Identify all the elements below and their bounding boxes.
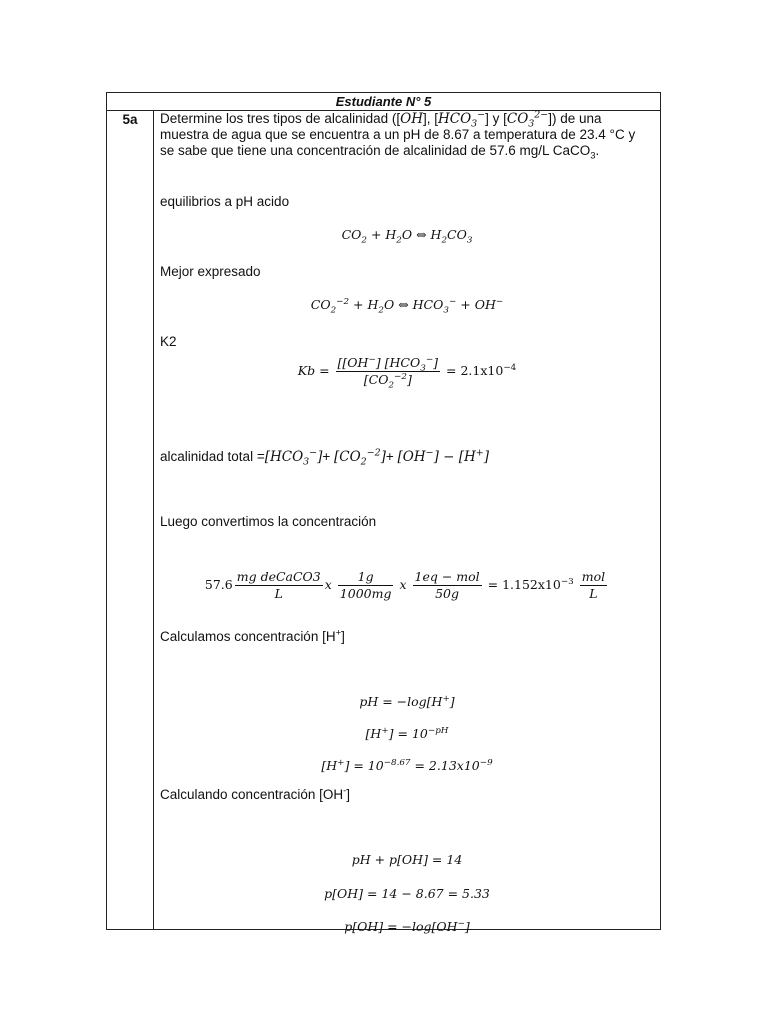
carbonate-equation: $CO_2^{-2} + H_2O$ ⇔ $HCO_3^- + OH^-$: [310, 296, 504, 316]
ph-poh-sum: pH + p[OH] = 14: [351, 852, 463, 867]
h-from-ph: $[H^+] = 10^{-pH}$: [365, 725, 449, 741]
acid-equilibrium-equation: $CO_2 + H_2O$ ⇔ $H_2CO_3$: [341, 227, 473, 246]
better-expressed-label: Mejor expresado: [160, 264, 261, 279]
h-value: $[H^+] = 10^{-8.67} = 2.13x10^{-9}$: [321, 757, 493, 773]
calc-h-label: Calculamos concentración [H+]: [160, 627, 345, 644]
calc-oh-label: Calculando concentración [OH-]: [160, 785, 351, 802]
acid-equilibria-label: equilibrios a pH acido: [160, 194, 290, 209]
kb-equation: Kb = $\frac{[[OH^-] [HCO_3^-]}{[CO_2^{-2}]}$ = $2.1x10^{-4}$: [297, 354, 517, 391]
problem-statement: Determine los tres tipos de alcalinidad ([OH], $[HCO_3^-]$ y $[CO_3^{2-}]$) de una muestra de agua que se encuentra a un pH de 8.67 a temperatura de 23.4 °C y se sabe que tiene una concentración de alcalinidad de 57.6 mg/L CaCO$_3$.: [160, 109, 636, 162]
conversion-equation: 57.6 $\frac{\text{mg deCaCO3}}{L}$ x $\frac{1g}{1000mg}$ x $\frac{\text{1eq − mol}}{50g}$ = $1.152x10^{-3}$ $\frac{\text{mol}}{L}$: [204, 569, 606, 601]
exercise-content: [160, 109, 654, 934]
poh-definition: p[OH] = −log[OH−]: [344, 918, 470, 934]
k2-label: K2: [160, 334, 177, 349]
convert-label: Luego convertimos la concentración: [160, 514, 377, 529]
exercise-number: 5a: [122, 112, 138, 127]
table-header: [107, 93, 660, 111]
exercise-table: [106, 92, 661, 934]
ph-definition: pH = −log[H+]: [359, 693, 455, 709]
total-alkalinity-equation: alcalinidad total $=[HCO_3^-]+ [CO_2^{-2}]+ [OH^-] - [H^+]$: [160, 447, 489, 468]
student-title: Estudiante N° 5: [335, 94, 432, 109]
column-divider: [153, 111, 154, 929]
poh-value: p[OH] = 14 − 8.67 = 5.33: [324, 886, 490, 901]
